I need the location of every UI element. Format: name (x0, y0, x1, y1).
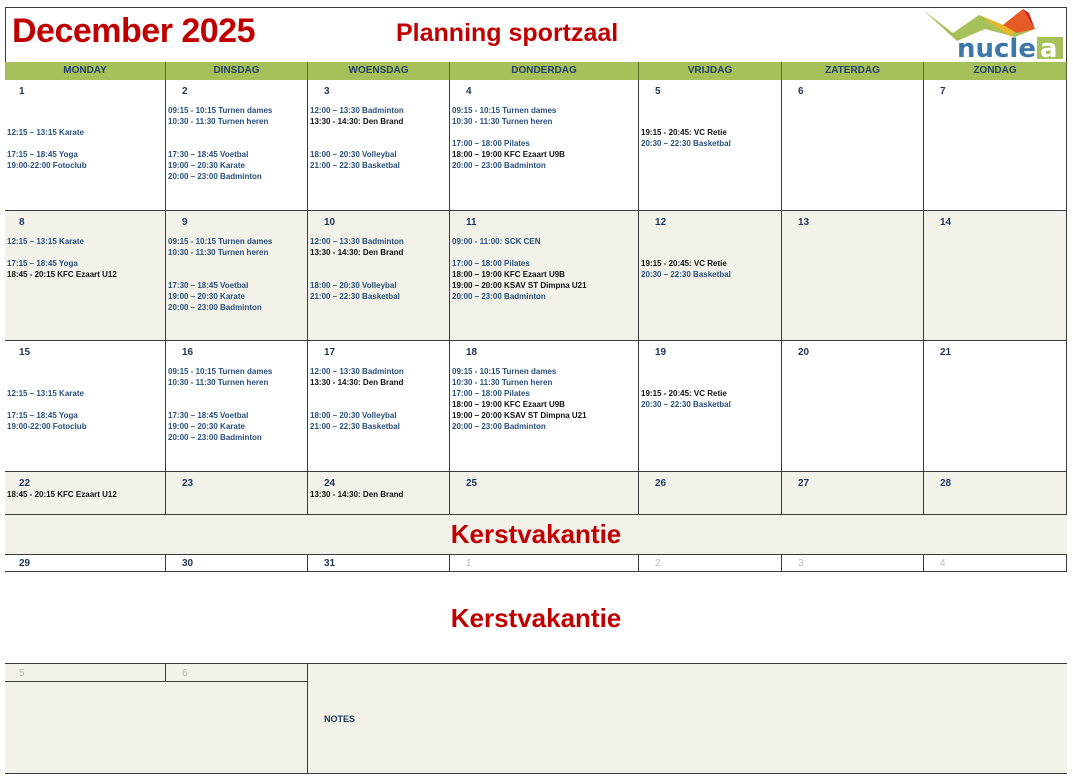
event-entry[interactable]: 18:00 – 20:30 Volleybal (310, 150, 397, 159)
weekday-header-monday: MONDAY (5, 62, 166, 80)
event-entry[interactable]: 21:00 – 22:30 Basketbal (310, 422, 400, 431)
day-number: 8 (19, 217, 25, 228)
day-cell-17[interactable] (308, 341, 450, 472)
weekday-header-woensdag: WOENSDAG (308, 62, 450, 80)
event-entry[interactable]: 18:00 – 20:30 Volleybal (310, 411, 397, 420)
event-entry[interactable]: 20:00 – 23:00 Badminton (452, 161, 546, 170)
event-entry[interactable]: 21:00 – 22:30 Basketbal (310, 292, 400, 301)
event-entry[interactable]: 18:45 - 20:15 KFC Ezaart U12 (7, 270, 117, 279)
event-entry[interactable]: 09:15 - 10:15 Turnen dames (168, 106, 273, 115)
weekday-header-zondag: ZONDAG (924, 62, 1067, 80)
day-cell-11[interactable] (450, 211, 639, 341)
day-number: 24 (324, 478, 336, 489)
day-number: 21 (940, 347, 952, 358)
day-number: 3 (324, 86, 330, 97)
event-entry[interactable]: 13:30 - 14:30: Den Brand (310, 378, 404, 387)
notes-area[interactable] (308, 664, 1067, 774)
notes-label: NOTES (324, 714, 356, 724)
day-number: 1 (19, 86, 25, 97)
day-cell-22[interactable] (5, 472, 166, 515)
day-cell-3-next[interactable] (782, 555, 924, 572)
event-entry[interactable]: 20:00 – 23:00 Badminton (452, 292, 546, 301)
day-number: 27 (798, 478, 810, 489)
week6-empty-area (5, 682, 308, 774)
event-entry[interactable]: 20:00 – 23:00 Badminton (168, 433, 262, 442)
day-number: 25 (466, 478, 478, 489)
day-cell-10[interactable] (308, 211, 450, 341)
day-cell-4-next[interactable] (924, 555, 1067, 572)
day-cell-18[interactable] (450, 341, 639, 472)
day-cell-15[interactable] (5, 341, 166, 472)
christmas-break-banner-2: Kerstvakantie (450, 603, 622, 633)
event-entry[interactable]: 20:30 – 22:30 Basketbal (641, 400, 731, 409)
nuclea-logo (919, 7, 1065, 61)
day-number: 7 (940, 86, 946, 97)
day-number: 26 (655, 478, 667, 489)
event-entry[interactable]: 19:00 – 20:00 KSAV ST Dimpna U21 (452, 281, 587, 290)
weekday-header-vrijdag: VRIJDAG (639, 62, 782, 80)
day-number: 11 (466, 217, 477, 228)
day-cell-1[interactable] (5, 80, 166, 211)
day-number: 15 (19, 347, 31, 358)
page-title: December 2025 (12, 12, 256, 50)
svg-text:nucle: nucle (957, 34, 1036, 61)
day-cell-6-next[interactable] (166, 664, 308, 682)
day-number: 14 (940, 217, 952, 228)
event-entry[interactable]: 19:15 - 20:45: VC Retie (641, 259, 727, 268)
day-cell-13[interactable] (782, 211, 924, 341)
event-entry[interactable]: 10:30 - 11:30 Turnen heren (452, 378, 553, 387)
day-number: 18 (466, 347, 478, 358)
day-number: 6 (798, 86, 804, 97)
event-entry[interactable]: 20:30 – 22:30 Basketbal (641, 139, 731, 148)
event-entry[interactable]: 19:00 – 20:30 Karate (168, 292, 245, 301)
event-entry[interactable]: 19:00-22:00 Fotoclub (7, 422, 87, 431)
day-cell-24[interactable] (308, 472, 450, 515)
event-entry[interactable]: 17:00 – 18:00 Pilates (452, 389, 530, 398)
day-number: 23 (182, 478, 194, 489)
weekday-header-donderdag: DONDERDAG (450, 62, 639, 80)
day-cell-4[interactable] (450, 80, 639, 211)
day-cell-30[interactable] (166, 555, 308, 572)
event-entry[interactable]: 19:00 – 20:30 Karate (168, 422, 245, 431)
event-entry[interactable]: 19:15 - 20:45: VC Retie (641, 389, 727, 398)
event-entry[interactable]: 19:15 - 20:45: VC Retie (641, 128, 727, 137)
event-entry[interactable]: 12:00 – 13:30 Badminton (310, 106, 404, 115)
event-entry[interactable]: 19:00-22:00 Fotoclub (7, 161, 87, 170)
day-cell-19[interactable] (639, 341, 782, 472)
event-entry[interactable]: 20:00 – 23:00 Badminton (168, 303, 262, 312)
svg-text:a: a (1040, 34, 1058, 61)
christmas-break-banner-1: Kerstvakantie (450, 519, 622, 549)
event-entry[interactable]: 10:30 - 11:30 Turnen heren (452, 117, 553, 126)
event-entry[interactable]: 10:30 - 11:30 Turnen heren (168, 378, 269, 387)
day-number: 2 (655, 558, 661, 569)
day-cell-8[interactable] (5, 211, 166, 341)
weekday-header-zaterdag: ZATERDAG (782, 62, 924, 80)
event-entry[interactable]: 09:15 - 10:15 Turnen dames (168, 237, 273, 246)
day-cell-5-next[interactable] (5, 664, 166, 682)
event-entry[interactable]: 17:00 – 18:00 Pilates (452, 259, 530, 268)
day-cell-26[interactable] (639, 472, 782, 515)
event-entry[interactable]: 12:15 – 13:15 Karate (7, 237, 84, 246)
day-cell-20[interactable] (782, 341, 924, 472)
event-entry[interactable]: 17:15 – 18:45 Yoga (7, 150, 78, 159)
weekday-header-dinsdag: DINSDAG (166, 62, 308, 80)
event-entry[interactable]: 10:30 - 11:30 Turnen heren (168, 248, 269, 257)
day-number: 12 (655, 217, 667, 228)
day-number: 28 (940, 478, 952, 489)
day-number: 30 (182, 558, 194, 569)
event-entry[interactable]: 20:30 – 22:30 Basketbal (641, 270, 731, 279)
day-number: 22 (19, 478, 31, 489)
day-number: 29 (19, 558, 31, 569)
event-entry[interactable]: 17:30 – 18:45 Voetbal (168, 411, 249, 420)
event-entry[interactable]: 12:15 – 13:15 Karate (7, 128, 84, 137)
day-number: 13 (798, 217, 810, 228)
day-number: 31 (324, 558, 336, 569)
day-number: 20 (798, 347, 810, 358)
day-cell-12[interactable] (639, 211, 782, 341)
day-cell-2[interactable] (166, 80, 308, 211)
event-entry[interactable]: 12:00 – 13:30 Badminton (310, 367, 404, 376)
event-entry[interactable]: 18:00 – 19:00 KFC Ezaart U9B (452, 270, 565, 279)
day-cell-23[interactable] (166, 472, 308, 515)
event-entry[interactable]: 17:30 – 18:45 Voetbal (168, 150, 249, 159)
event-entry[interactable]: 09:15 - 10:15 Turnen dames (168, 367, 273, 376)
event-entry[interactable]: 12:00 – 13:30 Badminton (310, 237, 404, 246)
event-entry[interactable]: 17:15 – 18:45 Yoga (7, 411, 78, 420)
event-entry[interactable]: 13:30 - 14:30: Den Brand (310, 117, 404, 126)
day-number: 5 (19, 668, 25, 679)
event-entry[interactable]: 09:00 - 11:00: SCK CEN (452, 237, 541, 246)
day-cell-31[interactable] (308, 555, 450, 572)
event-entry[interactable]: 21:00 – 22:30 Basketbal (310, 161, 400, 170)
day-cell-1-next[interactable] (450, 555, 639, 572)
event-entry[interactable]: 17:00 – 18:00 Pilates (452, 139, 530, 148)
day-number: 16 (182, 347, 194, 358)
event-entry[interactable]: 09:15 - 10:15 Turnen dames (452, 106, 557, 115)
day-cell-25[interactable] (450, 472, 639, 515)
page-subtitle: Planning sportzaal (396, 19, 619, 47)
day-number: 4 (466, 86, 472, 97)
day-number: 9 (182, 217, 188, 228)
day-cell-7[interactable] (924, 80, 1067, 211)
day-number: 2 (182, 86, 188, 97)
event-entry[interactable]: 20:00 – 23:00 Badminton (168, 172, 262, 181)
event-entry[interactable]: 18:00 – 19:00 KFC Ezaart U9B (452, 400, 565, 409)
event-entry[interactable]: 20:00 – 23:00 Badminton (452, 422, 546, 431)
day-cell-9[interactable] (166, 211, 308, 341)
day-cell-28[interactable] (924, 472, 1067, 515)
day-number: 17 (324, 347, 336, 358)
event-entry[interactable]: 18:00 – 19:00 KFC Ezaart U9B (452, 150, 565, 159)
day-cell-21[interactable] (924, 341, 1067, 472)
day-number: 1 (466, 558, 472, 569)
day-number: 5 (655, 86, 661, 97)
day-cell-27[interactable] (782, 472, 924, 515)
day-cell-2-next[interactable] (639, 555, 782, 572)
event-entry[interactable]: 12:15 – 13:15 Karate (7, 389, 84, 398)
day-number: 3 (798, 558, 804, 569)
event-entry[interactable]: 17:15 – 18:45 Yoga (7, 259, 78, 268)
event-entry[interactable]: 10:30 - 11:30 Turnen heren (168, 117, 269, 126)
event-entry[interactable]: 18:45 - 20:15 KFC Ezaart U12 (7, 490, 117, 499)
day-number: 19 (655, 347, 667, 358)
event-entry[interactable]: 09:15 - 10:15 Turnen dames (452, 367, 557, 376)
event-entry[interactable]: 18:00 – 20:30 Volleybal (310, 281, 397, 290)
day-cell-14[interactable] (924, 211, 1067, 341)
event-entry[interactable]: 19:00 – 20:00 KSAV ST Dimpna U21 (452, 411, 587, 420)
day-cell-29[interactable] (5, 555, 166, 572)
day-number: 6 (182, 668, 188, 679)
event-entry[interactable]: 13:30 - 14:30: Den Brand (310, 490, 404, 499)
day-number: 4 (940, 558, 946, 569)
day-number: 10 (324, 217, 336, 228)
event-entry[interactable]: 17:30 – 18:45 Voetbal (168, 281, 249, 290)
event-entry[interactable]: 13:30 - 14:30: Den Brand (310, 248, 404, 257)
day-cell-5[interactable] (639, 80, 782, 211)
day-cell-3[interactable] (308, 80, 450, 211)
day-cell-16[interactable] (166, 341, 308, 472)
day-cell-6[interactable] (782, 80, 924, 211)
event-entry[interactable]: 19:00 – 20:30 Karate (168, 161, 245, 170)
